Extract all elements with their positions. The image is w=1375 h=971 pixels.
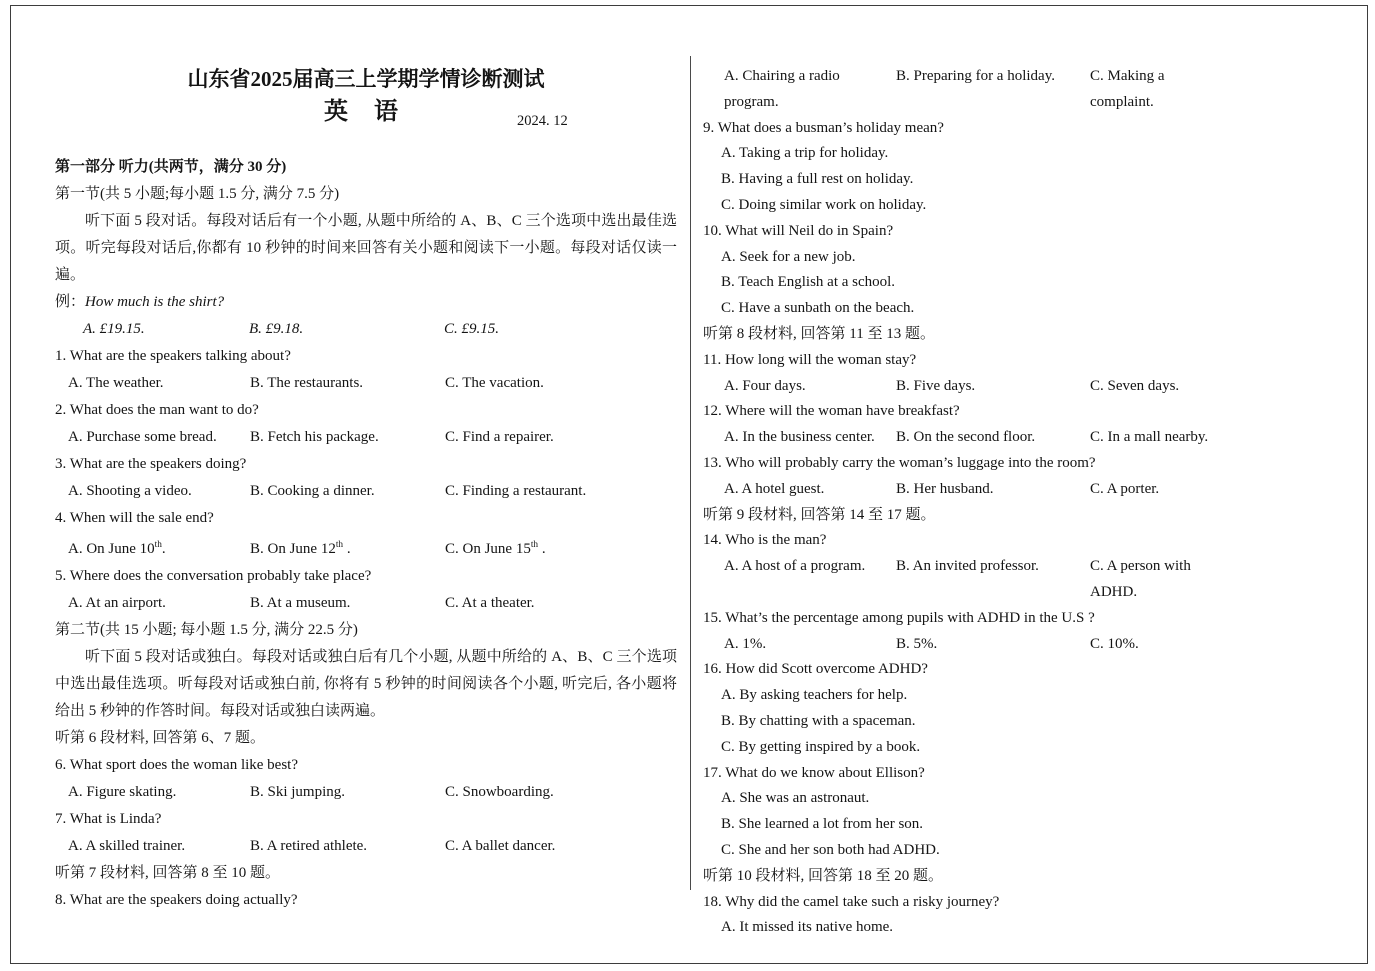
option-b: B. £9.18. [249,321,304,337]
option-b: B. An invited professor. [896,558,1039,575]
question-line: 3. What are the speakers doing? [55,456,247,472]
option-row [55,779,677,806]
option-line: A. She was an astronaut. [721,790,870,807]
option-c: C. 10%. [1090,635,1139,652]
option-line: A. By asking teachers for help. [721,687,908,704]
option-c: C. Find a repairer. [445,429,554,445]
subsection-heading: 第二节(共 15 小题; 每小题 1.5 分, 满分 22.5 分) [55,622,358,638]
question-line: 18. Why did the camel take such a risky journey? [703,893,1000,910]
option-a: A. At an airport. [68,595,166,611]
option-b: B. On the second floor. [896,429,1036,446]
option-c: C. A person with ADHD. [1090,558,1191,600]
option-line: C. Have a sunbath on the beach. [721,300,915,317]
option-row [55,370,677,397]
option-row [55,532,677,563]
exam-date: 2024. 12 [517,113,568,129]
option-c: C. Making a complaint. [1090,68,1165,110]
option-a: A. A skilled trainer. [68,838,186,854]
option-c: C. A porter. [1090,480,1160,497]
option-row [703,477,1225,503]
option-a: A. In the business center. [724,429,875,446]
instructions-paragraph: 听下面 5 段对话。每段对话后有一个小题, 从题中所给的 A、B、C 三个选项中选出最佳选项。听完每段对话后,你都有 10 秒钟的时间来回答有关小题和阅读下一小题。每段对话仅读一遍。 [55,213,677,283]
option-a: A. Chairing a radio program. [724,68,840,110]
option-b: B. Five days. [896,377,976,394]
option-line: C. By getting inspired by a book. [721,738,921,755]
question-line: 4. When will the sale end? [55,510,214,526]
option-line: B. By chatting with a spaceman. [721,712,916,729]
option-a: A. Figure skating. [68,784,177,800]
option-c: C. On June 15th . [445,540,546,557]
option-b: B. The restaurants. [250,375,364,391]
question-line: 9. What does a busman’s holiday mean? [703,119,944,136]
option-a: A. Purchase some bread. [68,429,217,445]
option-a: A. A host of a program. [724,558,866,575]
subject-title: 英 语 [324,99,408,125]
option-a: A. Shooting a video. [68,483,192,499]
material-note: 听第 6 段材料, 回答第 6、7 题。 [55,730,266,746]
option-b: B. 5%. [896,635,938,652]
subsection-heading: 第一节(共 5 小题;每小题 1.5 分, 满分 7.5 分) [55,186,340,202]
option-line: B. Teach English at a school. [721,274,896,291]
option-b: B. Preparing for a holiday. [896,68,1055,84]
column-divider-line [690,56,691,890]
option-row [703,374,1225,400]
option-a: A. A hotel guest. [724,480,825,497]
section-heading: 第一部分 听力(共两节，满分 30 分) [55,159,287,175]
option-line: A. It missed its native home. [721,919,894,936]
question-line: 11. How long will the woman stay? [703,351,917,368]
question-line: 12. Where will the woman have breakfast? [703,403,960,420]
option-a: A. Four days. [724,377,806,394]
left-column-lines [55,154,677,914]
option-c: C. Finding a restaurant. [445,483,587,499]
question-line: 13. Who will probably carry the woman’s luggage into the room? [703,454,1096,471]
option-b: B. Ski jumping. [250,784,346,800]
right-column-lines [703,64,1225,941]
option-row [55,833,677,860]
material-note: 听第 10 段材料, 回答第 18 至 20 题。 [703,867,944,884]
option-b: B. At a museum. [250,595,351,611]
question-line: 8. What are the speakers doing actually? [55,892,298,908]
option-b: B. A retired athlete. [250,838,368,854]
option-b: B. Fetch his package. [250,429,379,445]
option-row [55,590,677,617]
option-line: A. Seek for a new job. [721,248,856,265]
option-row [703,64,1225,116]
subject-row [55,94,677,130]
option-row [703,425,1225,451]
material-note: 听第 7 段材料, 回答第 8 至 10 题。 [55,865,281,881]
exam-title: 山东省2025届高三上学期学情诊断测试 [187,67,545,91]
question-line: 7. What is Linda? [55,811,162,827]
question-line: 6. What sport does the woman like best? [55,757,299,773]
option-c: C. £9.15. [444,321,500,337]
option-c: C. At a theater. [445,595,535,611]
option-a: A. £19.15. [83,321,145,337]
option-line: B. Having a full rest on holiday. [721,171,914,188]
option-c: C. Seven days. [1090,377,1180,394]
instructions-paragraph: 听下面 5 段对话或独白。每段对话或独白后有几个小题, 从题中所给的 A、B、C 三个选项中选出最佳选项。听每段对话或独白前, 你将有 5 秒钟的时间阅读各个小题, 听完后, 各小题将给出 5 秒钟的作答时间。每段对话或独白读两遍。 [55,649,677,719]
option-line: B. She learned a lot from her son. [721,816,924,833]
material-note: 听第 8 段材料, 回答第 11 至 13 题。 [703,325,935,342]
option-a: A. 1%. [724,635,767,652]
option-c: C. A ballet dancer. [445,838,556,854]
question-line: 17. What do we know about Ellison? [703,764,925,781]
option-b: B. Her husband. [896,480,994,497]
option-a: A. On June 10th. [68,540,166,557]
question-line: 2. What does the man want to do? [55,402,259,418]
option-row [703,632,1225,658]
option-b: B. Cooking a dinner. [250,483,375,499]
option-line: A. Taking a trip for holiday. [721,145,889,162]
option-row [55,424,677,451]
option-a: A. The weather. [68,375,164,391]
example-line [55,289,677,316]
option-b: B. On June 12th . [250,540,351,557]
question-line: 1. What are the speakers talking about? [55,348,291,364]
option-c: C. In a mall nearby. [1090,429,1209,446]
option-line: C. Doing similar work on holiday. [721,196,927,213]
option-c: C. The vacation. [445,375,544,391]
example-label: 例： [55,294,86,310]
option-row [55,478,677,505]
option-row [55,316,677,343]
question-line: 10. What will Neil do in Spain? [703,222,894,239]
material-note: 听第 9 段材料, 回答第 14 至 17 题。 [703,506,936,523]
left-column [55,64,677,914]
example-text: How much is the shirt? [85,294,225,310]
right-column [703,64,1225,941]
question-line: 14. Who is the man? [703,532,827,549]
option-row [703,554,1225,606]
option-c: C. Snowboarding. [445,784,554,800]
question-line: 15. What’s the percentage among pupils with ADHD in the U.S ? [703,609,1095,626]
question-line: 16. How did Scott overcome ADHD? [703,661,928,678]
question-line: 5. Where does the conversation probably take place? [55,568,372,584]
option-line: C. She and her son both had ADHD. [721,841,940,858]
